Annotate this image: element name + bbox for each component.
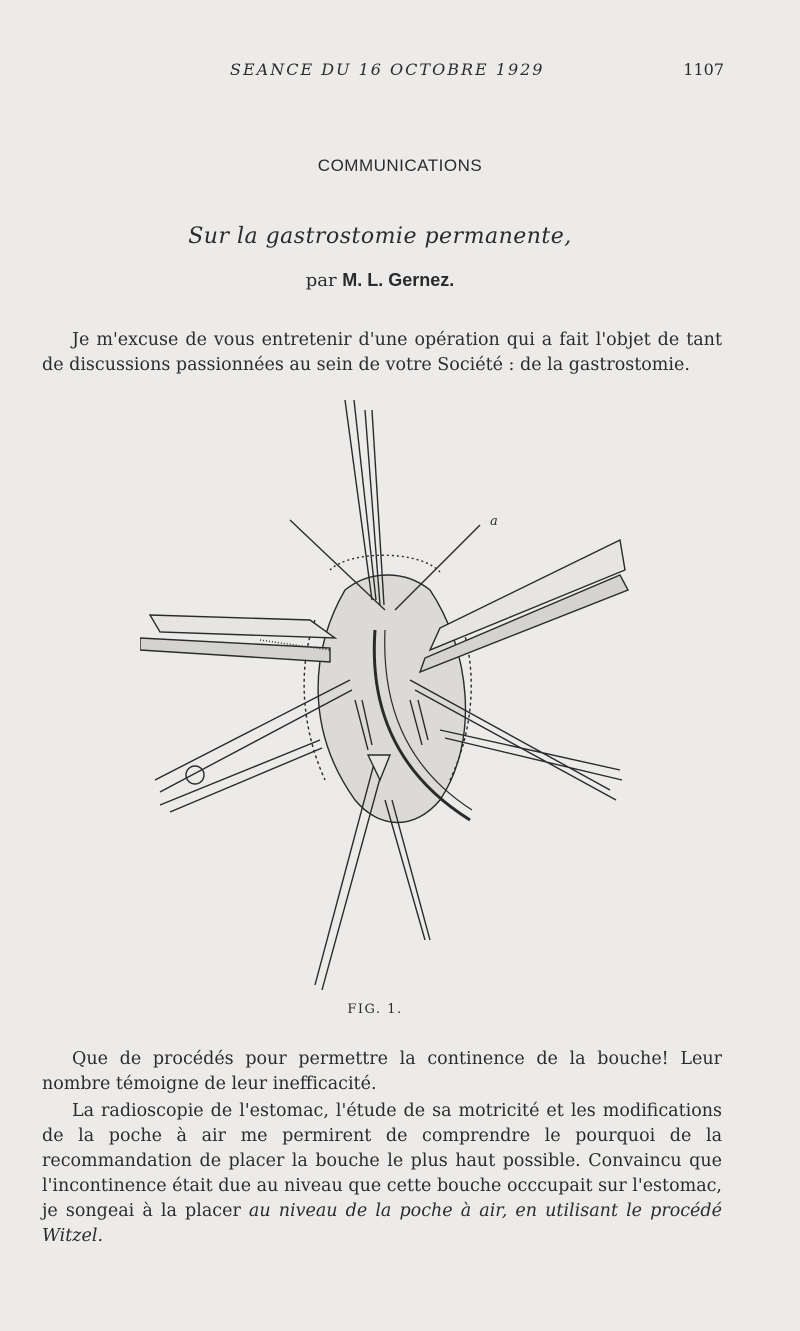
figure-label-a: a — [490, 514, 498, 529]
running-title: SEANCE DU 16 OCTOBRE 1929 — [230, 60, 545, 79]
running-head — [0, 60, 800, 82]
page-number: 1107 — [683, 60, 724, 79]
surgical-illustration — [140, 400, 640, 1000]
author-name: M. L. Gernez. — [342, 270, 455, 290]
byline-prefix: par — [305, 270, 337, 291]
paragraph-continence: Que de procédés pour permettre la continence de la bouche! Leur nombre témoigne de leur inefficacité. — [42, 1049, 722, 1094]
paragraph-radioscopy — [42, 1099, 722, 1249]
figure-caption: FIG. 1. — [347, 1002, 403, 1017]
paragraph-radioscopy-text: La radioscopie de l'estomac, l'étude de sa motricité et les modifications de la poche à air me permirent de comprendre le pourquoi de la recommandation de placer la bouche le plus haut possible. Convaincu que l'incontinence était due au niveau que cette bouche occcupait sur l'estomac, je songeai à la placer — [42, 1101, 722, 1221]
section-heading: COMMUNICATIONS — [317, 156, 483, 175]
article-title: Sur la gastrostomie permanente, — [188, 224, 572, 249]
paragraph-radioscopy-italic: au niveau de la poche à air, en utilisant le procédé Witzel. — [42, 1201, 722, 1246]
intro-paragraph: Je m'excuse de vous entretenir d'une opération qui a fait l'objet de tant de discussions passionnées au sein de votre Société : de la gastrostomie. — [42, 330, 722, 375]
byline — [0, 270, 760, 291]
